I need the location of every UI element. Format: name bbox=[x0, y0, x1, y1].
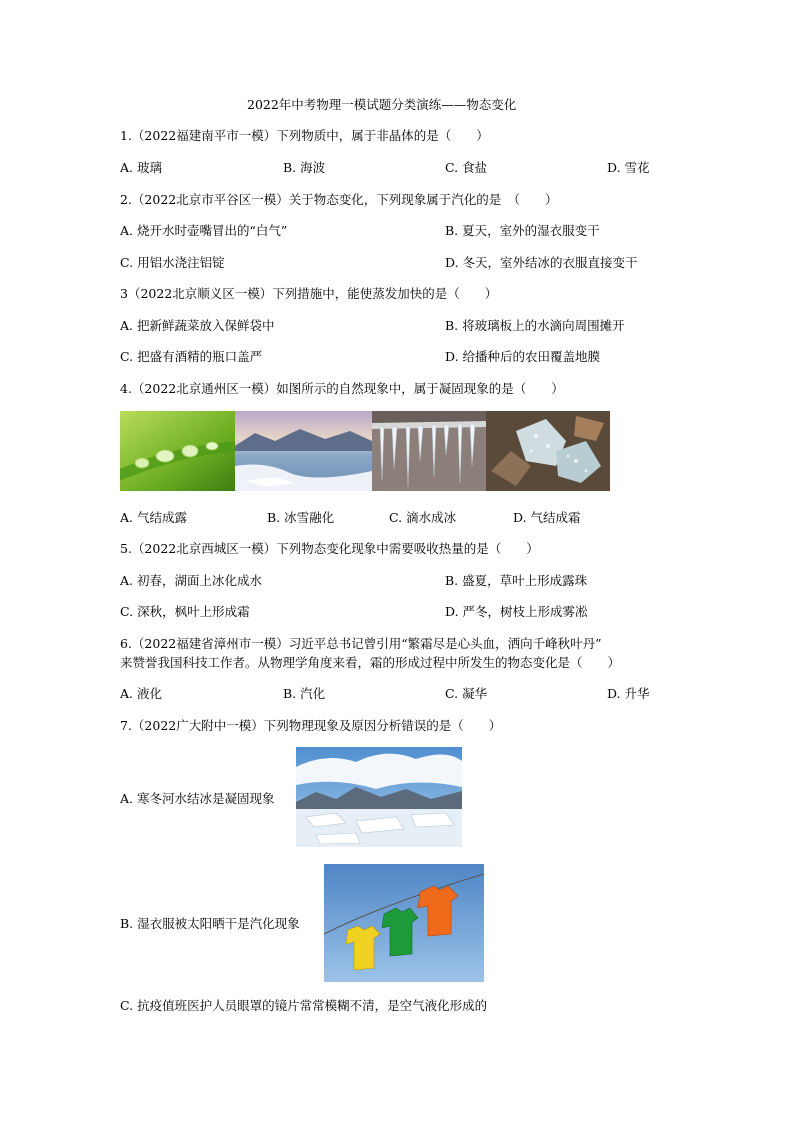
question-7-option-a: A. 寒冬河水结冰是凝固现象 bbox=[120, 791, 275, 806]
question-2-option-a: A. 烧开水时壶嘴冒出的“白气” bbox=[120, 223, 288, 238]
question-7-stem: 7.（2022广大附中一模）下列物理现象及原因分析错误的是（ ） bbox=[120, 718, 502, 733]
frost-on-leaves-photo bbox=[486, 411, 610, 491]
question-4-stem: 4.（2022北京通州区一模）如图所示的自然现象中，属于凝固现象的是（ ） bbox=[120, 381, 564, 396]
question-2-option-b: B. 夏天，室外的湿衣服变干 bbox=[445, 223, 600, 238]
question-2-option-d: D. 冬天，室外结冰的衣服直接变干 bbox=[445, 255, 638, 270]
question-4-option-d: D. 气结成霜 bbox=[513, 510, 581, 525]
water-drops-on-leaf-photo bbox=[120, 411, 235, 491]
question-6-option-d: D. 升华 bbox=[607, 686, 650, 701]
question-3-option-d: D. 给播种后的农田覆盖地膜 bbox=[445, 349, 601, 364]
question-1-option-a: A. 玻璃 bbox=[120, 160, 162, 175]
question-2-option-c: C. 用铝水浇注铝锭 bbox=[120, 255, 225, 270]
question-6-option-a: A. 液化 bbox=[120, 686, 162, 701]
question-3-option-a: A. 把新鲜蔬菜放入保鲜袋中 bbox=[120, 318, 275, 333]
question-6-stem-continued: 来赞誉我国科技工作者。从物理学角度来看，霜的形成过程中所发生的物态变化是（ ） bbox=[120, 655, 621, 670]
clothes-drying-photo bbox=[324, 864, 484, 982]
question-4-option-a: A. 气结成露 bbox=[120, 510, 187, 525]
question-1-stem: 1.（2022福建南平市一模）下列物质中，属于非晶体的是（ ） bbox=[120, 128, 489, 143]
question-4-option-c: C. 滴水成冰 bbox=[389, 510, 457, 525]
question-2-stem: 2.（2022北京市平谷区一模）关于物态变化，下列现象属于汽化的是 （ ） bbox=[120, 192, 558, 207]
question-6-option-c: C. 凝华 bbox=[445, 686, 488, 701]
snowy-lake-photo bbox=[235, 411, 372, 491]
question-3-stem: 3（2022北京顺义区一模）下列措施中，能使蒸发加快的是（ ） bbox=[120, 286, 498, 301]
question-5-option-d: D. 严冬，树枝上形成雾凇 bbox=[445, 604, 588, 619]
question-7-option-b: B. 湿衣服被太阳晒干是汽化现象 bbox=[120, 916, 300, 931]
question-1-option-c: C. 食盐 bbox=[445, 160, 488, 175]
question-6-stem: 6.（2022福建省漳州市一模）习近平总书记曾引用“繁霜尽是心头血，洒向千峰秋叶丹” bbox=[120, 636, 602, 651]
question-5-stem: 5.（2022北京西城区一模）下列物态变化现象中需要吸收热量的是（ ） bbox=[120, 541, 539, 556]
question-5-option-a: A. 初春，湖面上冰化成水 bbox=[120, 573, 262, 588]
question-6-option-b: B. 汽化 bbox=[283, 686, 326, 701]
question-1-option-b: B. 海波 bbox=[283, 160, 326, 175]
question-3-option-b: B. 将玻璃板上的水滴向周围摊开 bbox=[445, 318, 625, 333]
question-5-option-c: C. 深秋，枫叶上形成霜 bbox=[120, 604, 250, 619]
question-1-option-d: D. 雪花 bbox=[607, 160, 650, 175]
question-5-option-b: B. 盛夏，草叶上形成露珠 bbox=[445, 573, 588, 588]
frozen-river-photo bbox=[296, 747, 462, 847]
question-7-option-c: C. 抗疫值班医护人员眼罩的镜片常常模糊不清，是空气液化形成的 bbox=[120, 998, 488, 1013]
question-3-option-c: C. 把盛有酒精的瓶口盖严 bbox=[120, 349, 263, 364]
icicles-photo bbox=[372, 411, 486, 491]
page-title: 2022年中考物理一模试题分类演练——物态变化 bbox=[247, 97, 517, 112]
question-4-option-b: B. 冰雪融化 bbox=[267, 510, 335, 525]
